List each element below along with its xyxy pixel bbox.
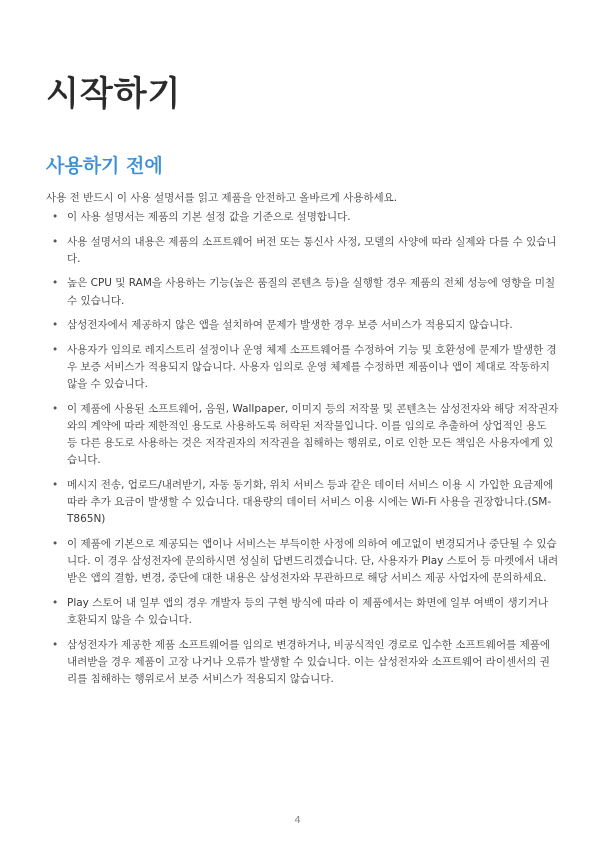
bullet-item: • 메시지 전송, 업로드/내려받기, 자동 동기화, 위치 서비스 등과 같은 데이터 서비스 이용 시 가입한 요금제에 따라 추가 요금이 발생할 수 있습니다. 대용량의 데이터 서비스 이용 시에는 Wi-Fi 사용을 권장합니다.(SM-T865N) bbox=[52, 477, 560, 529]
bullet-item: • 이 제품에 사용된 소프트웨어, 음원, Wallpaper, 이미지 등의 저작물 및 콘텐츠는 삼성전자와 해당 저작권자와의 계약에 따라 제한적인 용도로 사용하도록 허락된 저작물입니다. 이를 임의로 추출하여 상업적인 용도 등 다른 용도로 사용하는 것은 저작권자의 저작권을 침해하는 행위로, 이로 인한 모든 책임은 사용자에게 있습니다. bbox=[52, 401, 560, 470]
bullet-item: • 사용자가 임의로 레지스트리 설정이나 운영 체제 소프트웨어를 수정하여 기능 및 호환성에 문제가 발생한 경우 보증 서비스가 적용되지 않습니다. 사용자 임의로 운영 체제를 수정하면 제품이나 앱이 제대로 작동하지 않을 수 있습니다. bbox=[52, 342, 560, 394]
bullet-list bbox=[52, 209, 560, 696]
bullet-item: • Play 스토어 내 일부 앱의 경우 개발자 등의 구현 방식에 따라 이 제품에서는 화면에 일부 여백이 생기거나 호환되지 않을 수 있습니다. bbox=[52, 595, 560, 629]
bullet-item: • 삼성전자가 제공한 제품 소프트웨어를 임의로 변경하거나, 비공식적인 경로로 입수한 소프트웨어를 제품에 내려받을 경우 제품이 고장 나거나 오류가 발생할 수 있습니다. 이는 삼성전자와 소프트웨어 라이센서의 권리를 침해하는 행위로서 보증 서비스가 적용되지 않습니다. bbox=[52, 637, 560, 689]
section-title: 사용하기 전에 bbox=[46, 155, 163, 177]
bullet-item: • 삼성전자에서 제공하지 않은 앱을 설치하여 문제가 발생한 경우 보증 서비스가 적용되지 않습니다. bbox=[52, 317, 560, 334]
page-title: 시작하기 bbox=[46, 74, 182, 114]
intro-text: 사용 전 반드시 이 사용 설명서를 읽고 제품을 안전하고 올바르게 사용하세요. bbox=[46, 192, 398, 204]
bullet-item: • 사용 설명서의 내용은 제품의 소프트웨어 버전 또는 통신사 사정, 모델의 사양에 따라 실제와 다를 수 있습니다. bbox=[52, 234, 560, 268]
page-number: 4 bbox=[294, 815, 301, 826]
bullet-item: • 이 사용 설명서는 제품의 기본 설정 값을 기준으로 설명합니다. bbox=[52, 209, 560, 226]
bullet-item: • 높은 CPU 및 RAM을 사용하는 기능(높은 품질의 콘텐츠 등)을 실행할 경우 제품의 전체 성능에 영향을 미칠 수 있습니다. bbox=[52, 275, 560, 309]
bullet-item: • 이 제품에 기본으로 제공되는 앱이나 서비스는 부득이한 사정에 의하여 예고없이 변경되거나 중단될 수 있습니다. 이 경우 삼성전자에 문의하시면 성실히 답변드리겠습니다. 단, 사용자가 Play 스토어 등 마켓에서 내려받은 앱의 결함, 변경, 중단에 대한 내용은 삼성전자와 무관하므로 해당 서비스 제공 사업자에 문의하세요. bbox=[52, 536, 560, 588]
